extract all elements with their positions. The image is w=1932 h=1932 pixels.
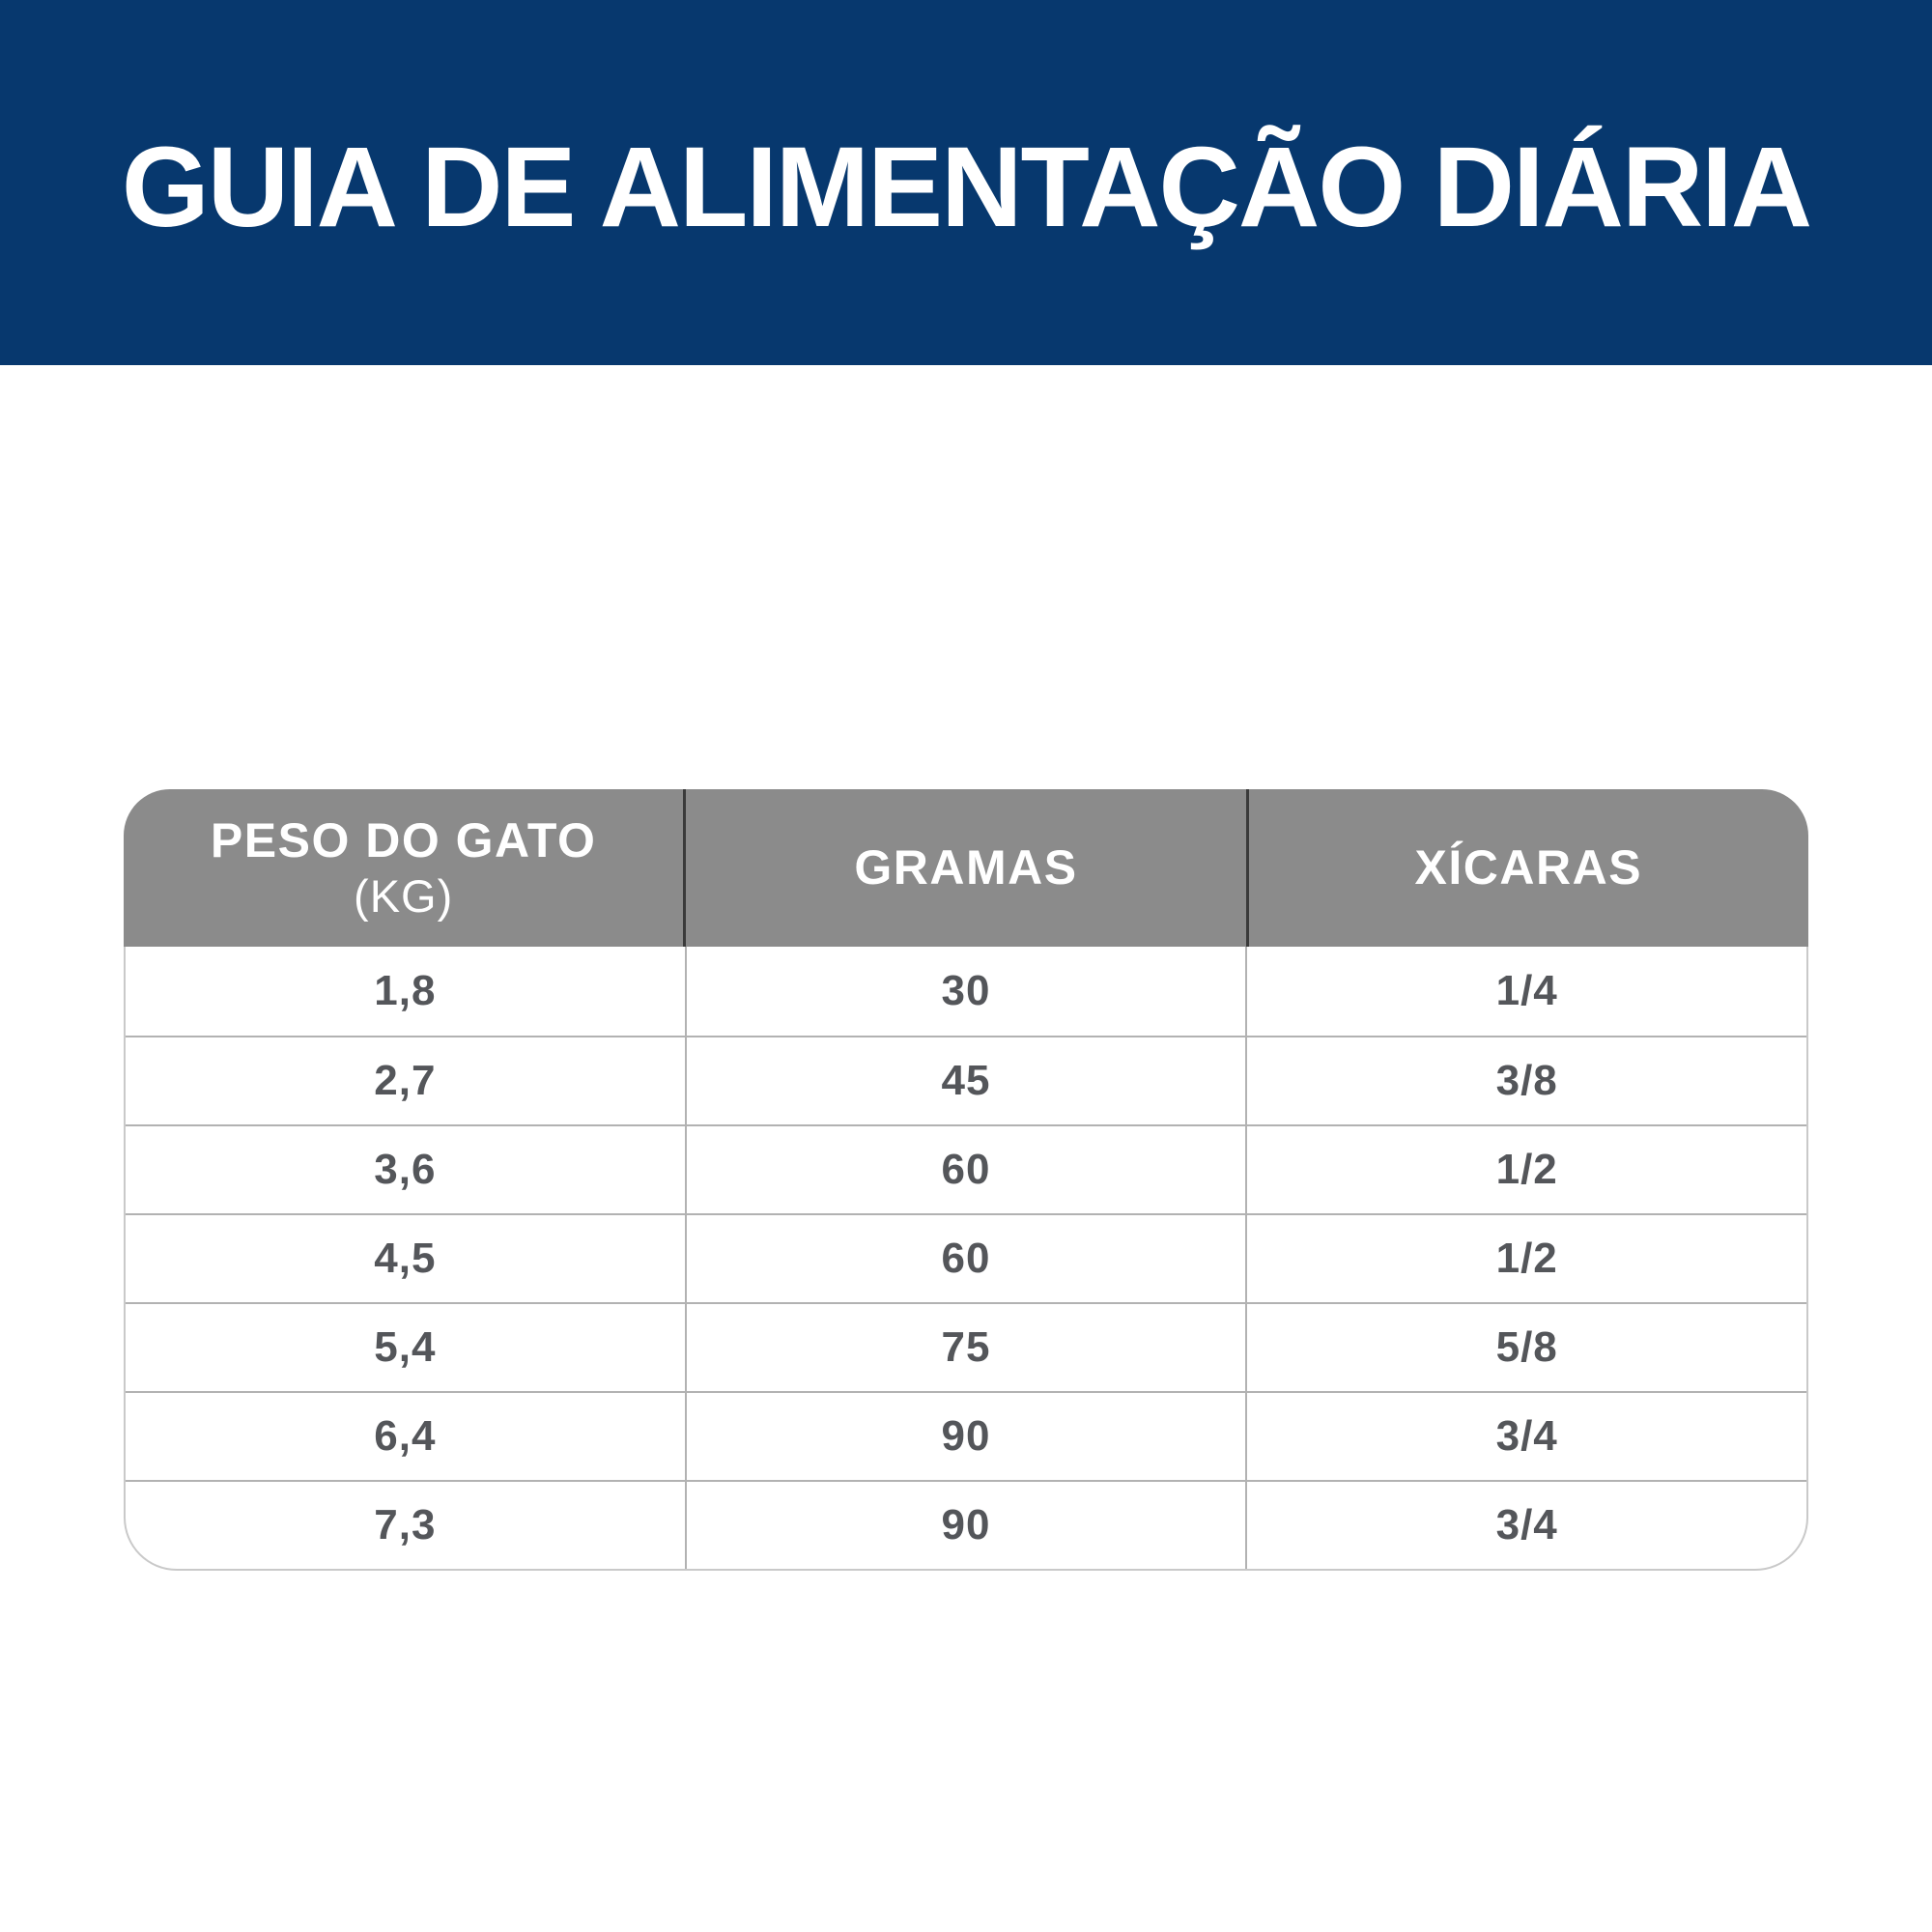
cell-peso: 5,4	[374, 1323, 437, 1371]
cell-xicaras: 1/4	[1245, 947, 1806, 1036]
table-row	[126, 1036, 1806, 1124]
cell-peso: 6,4	[374, 1412, 437, 1460]
cell-gramas: 60	[685, 1215, 1246, 1302]
table-row	[126, 1124, 1806, 1213]
cell-peso: 3,6	[374, 1146, 437, 1193]
cell-xicaras: 1/2	[1245, 1215, 1806, 1302]
page-title: GUIA DE ALIMENTAÇÃO DIÁRIA	[121, 124, 1811, 251]
table-header-row	[124, 789, 1808, 947]
cell-gramas: 75	[685, 1304, 1246, 1391]
header-cell-peso	[124, 789, 683, 947]
table-row	[126, 1302, 1806, 1391]
cell-xicaras: 5/8	[1245, 1304, 1806, 1391]
header-sublabel-kg: (KG)	[354, 870, 454, 923]
cell-gramas: 90	[685, 1482, 1246, 1569]
cell-gramas: 60	[685, 1126, 1246, 1213]
cell-gramas: 90	[685, 1393, 1246, 1480]
feeding-guide-table	[124, 789, 1808, 1571]
cell-peso: 4,5	[374, 1235, 437, 1282]
header-cell-gramas	[683, 789, 1245, 947]
cell-gramas: 30	[685, 947, 1246, 1036]
header-label-xicaras: XÍCARAS	[1414, 840, 1643, 895]
table-row	[126, 1391, 1806, 1480]
cell-xicaras: 1/2	[1245, 1126, 1806, 1213]
header-label-gramas: GRAMAS	[854, 840, 1078, 895]
table-body	[124, 947, 1808, 1571]
cell-peso: 7,3	[374, 1501, 437, 1548]
cell-peso: 2,7	[374, 1057, 437, 1104]
table-row	[126, 947, 1806, 1036]
table-row	[126, 1213, 1806, 1302]
header-cell-xicaras	[1246, 789, 1808, 947]
cell-peso: 1,8	[374, 967, 437, 1014]
cell-xicaras: 3/4	[1245, 1482, 1806, 1569]
cell-xicaras: 3/4	[1245, 1393, 1806, 1480]
table-row	[126, 1480, 1806, 1569]
cell-xicaras: 3/8	[1245, 1037, 1806, 1124]
title-banner	[0, 0, 1932, 365]
cell-gramas: 45	[685, 1037, 1246, 1124]
header-label-peso: PESO DO GATO	[210, 813, 597, 868]
